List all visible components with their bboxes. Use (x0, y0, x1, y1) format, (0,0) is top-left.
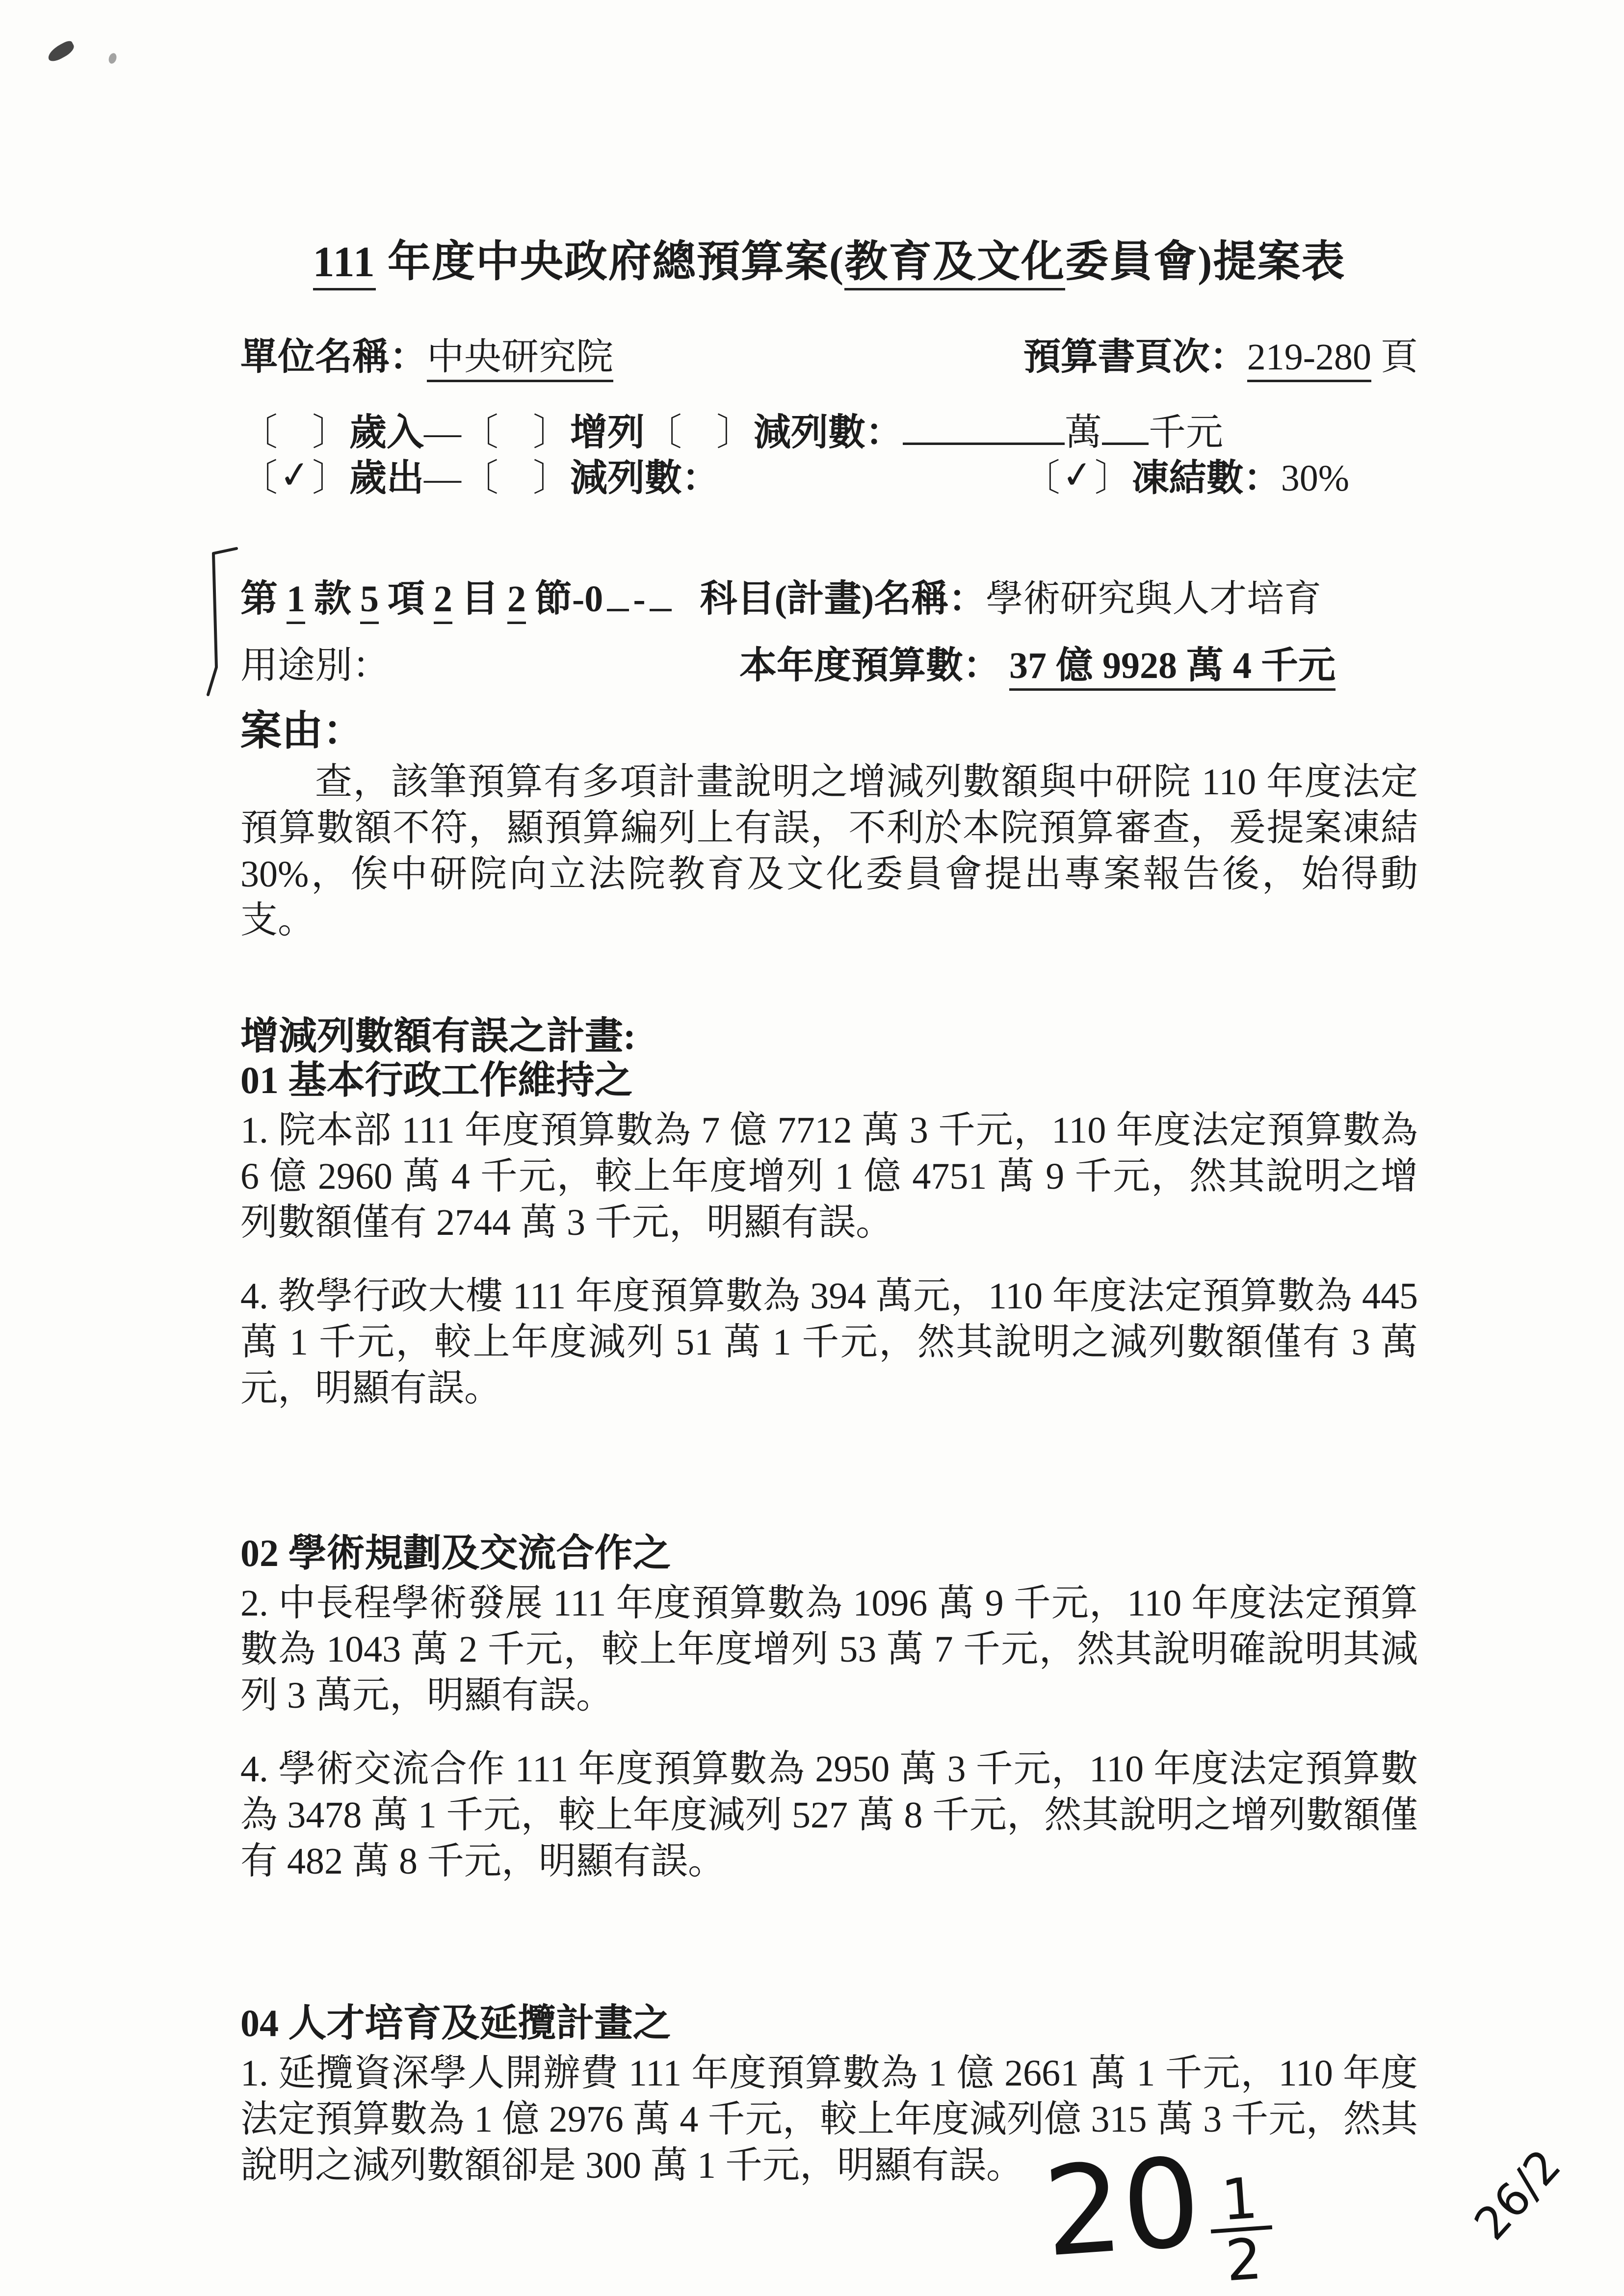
checkbox-decrease-revenue (645, 410, 754, 455)
seg-kuan: 款 (314, 578, 351, 620)
amount-blank-qian (1102, 413, 1149, 445)
seg-jie: 節-0 (535, 578, 603, 620)
bracket-close: 〕 (533, 412, 570, 453)
plan-paragraph: 1. 院本部 111 年度預算數為 7 億 7712 萬 3 千元，110 年度法定預算數為 6 億 2960 萬 4 千元，較上年度增列 1 億 4751 萬 9 千元，然其說明之增列數額僅有 2744 萬 3 千元，明顯有誤。 (240, 1110, 1418, 1243)
bracket-open: 〔 (240, 412, 278, 453)
bracket-open: 〔 (461, 412, 498, 453)
usage-line (240, 632, 1418, 699)
plan-section-02 (240, 1531, 1418, 1884)
ink-smudge (45, 39, 76, 64)
freeze-label: 凍結數： (1131, 458, 1281, 499)
increase-label: 增列 (570, 412, 645, 453)
checkbox-freeze (1022, 451, 1132, 501)
code-blank-1 (607, 584, 629, 611)
seg-di: 第 (240, 578, 278, 620)
unit-value: 中央研究院 (427, 337, 613, 382)
handwritten-corner-note: 26/2 (1464, 2139, 1572, 2250)
code-hyphen: - (633, 578, 646, 620)
expense-decrease-label: 減列數： (570, 458, 719, 499)
plan-paragraph: 4. 教學行政大樓 111 年度預算數為 394 萬元，110 年度法定預算數為 445 萬 1 千元，較上年度減列 51 萬 1 千元，然其說明之減列數額僅有 3 萬元，明顯有誤。 (240, 1276, 1418, 1409)
subject-name-value: 學術研究與人才培育 (986, 578, 1322, 620)
bracket-open: 〔 (461, 458, 498, 499)
expense-row (240, 451, 1418, 501)
kuan-number: 1 (287, 578, 305, 624)
unit-qian: 千元 (1149, 412, 1223, 453)
dash: — (424, 458, 461, 499)
seg-mu: 目 (461, 578, 498, 620)
checkbox-increase (461, 410, 570, 455)
bracket-close: 〕 (716, 412, 754, 453)
dash: — (424, 412, 461, 453)
checkbox-decrease-expense-mark (498, 486, 533, 489)
handwritten-page-number (1039, 2131, 1276, 2296)
revenue-label: 歲入 (349, 412, 424, 453)
ink-dot (107, 52, 118, 65)
checkbox-increase-mark (498, 440, 533, 444)
title-committee: 教育及文化 (844, 238, 1065, 290)
plan-section-02-title: 02 學術規劃及交流合作之 (240, 1532, 671, 1574)
bracket-close: 〕 (312, 412, 349, 453)
title-tail: 委員會)提案表 (1065, 238, 1346, 286)
bracket-close: 〕 (1094, 458, 1132, 499)
checkbox-expense-checkmark-icon: ✓ (277, 451, 313, 498)
reason-heading: 案由： (240, 708, 365, 754)
checkbox-revenue (240, 410, 349, 455)
unit-row (240, 335, 1418, 380)
jie-number: 2 (507, 578, 526, 624)
handwritten-fraction-denominator: 2 (1223, 2226, 1264, 2295)
subject-block (240, 566, 1418, 699)
checkbox-decrease-revenue-mark (682, 440, 716, 444)
budget-page-value: 219-280 (1247, 337, 1371, 382)
document-title (240, 235, 1418, 289)
unit-wan: 萬 (1065, 412, 1102, 453)
amount-blank-wan (903, 413, 1065, 445)
title-mid: 年度中央政府總預算案( (375, 238, 845, 286)
expense-group (240, 451, 719, 501)
handwritten-number-whole: 20 (1039, 2131, 1205, 2284)
plan-section-01 (240, 1058, 1418, 1411)
expense-label: 歲出 (349, 458, 424, 499)
plan-section-01-title: 01 基本行政工作維持之 (240, 1059, 633, 1101)
bracket-open: 〔 (645, 412, 682, 453)
decrease-label: 減列數： (754, 412, 903, 453)
subject-name-label: 科目(計畫)名稱： (700, 578, 986, 620)
budget-page-suffix: 頁 (1381, 337, 1418, 378)
plan-paragraph: 4. 學術交流合作 111 年度預算數為 2950 萬 3 千元，110 年度法定預算數為 3478 萬 1 千元，較上年度減列 527 萬 8 千元，然其說明之增列數額僅有 482 萬 8 千元，明顯有誤。 (240, 1748, 1418, 1882)
checkbox-expense (240, 451, 349, 501)
checkbox-revenue-mark (278, 440, 312, 444)
budget-page-group (1023, 335, 1418, 380)
handwritten-fraction-numerator: 1 (1207, 2170, 1272, 2233)
freeze-value: 30% (1281, 458, 1349, 499)
mu-number: 2 (434, 578, 452, 624)
budget-value: 37 億 9928 萬 4 千元 (1009, 645, 1336, 691)
item-number-line (240, 566, 1418, 632)
title-year: 111 (313, 238, 376, 290)
budget-group (739, 632, 1418, 699)
seg-xiang: 項 (388, 578, 425, 620)
usage-label: 用途別： (240, 645, 390, 686)
section-brace-mark (206, 546, 240, 699)
plan-paragraph: 2. 中長程學術發展 111 年度預算數為 1096 萬 9 千元，110 年度法定預算數為 1043 萬 2 千元，較上年度增列 53 萬 7 千元，然其說明確說明其減列 3 萬元，明顯有誤。 (240, 1583, 1418, 1716)
freeze-group (1022, 451, 1418, 501)
bracket-open: 〔 (240, 458, 278, 499)
checkbox-freeze-checkmark-icon: ✓ (1059, 451, 1095, 498)
bracket-open: 〔 (1022, 458, 1060, 499)
budget-label: 本年度預算數： (739, 645, 1000, 686)
bracket-close: 〕 (312, 458, 349, 499)
code-blank-2 (650, 584, 672, 611)
document-content (240, 0, 1418, 2189)
handwritten-fraction (1207, 2165, 1276, 2295)
budget-page-label: 預算書頁次： (1023, 337, 1247, 378)
reason-body: 查，該筆預算有多項計畫說明之增減列數額與中研院 110 年度法定預算數額不符，顯預算編列上有誤，不利於本院預算審查，爰提案凍結30%，俟中研院向立法院教育及文化委員會提出專案報告後，始得動支。 (240, 761, 1418, 941)
plans-heading: 增減列數額有誤之計畫: (240, 1015, 636, 1057)
unit-label: 單位名稱： (240, 337, 427, 378)
checkbox-decrease-expense (461, 456, 570, 501)
unit-group (240, 335, 613, 380)
bracket-close: 〕 (533, 458, 570, 499)
plan-paragraph: 1. 延攬資深學人開辦費 111 年度預算數為 1 億 2661 萬 1 千元，110 年度法定預算數為 1 億 2976 萬 4 千元，較上年度減列億 315 萬 3 千元，然其說明之減列數額卻是 300 萬 1 千元，明顯有誤。 (240, 2053, 1418, 2186)
plan-section-04-title: 04 人才培育及延攬計畫之 (240, 2002, 671, 2044)
xiang-number: 5 (360, 578, 379, 624)
revenue-row (240, 410, 1418, 455)
